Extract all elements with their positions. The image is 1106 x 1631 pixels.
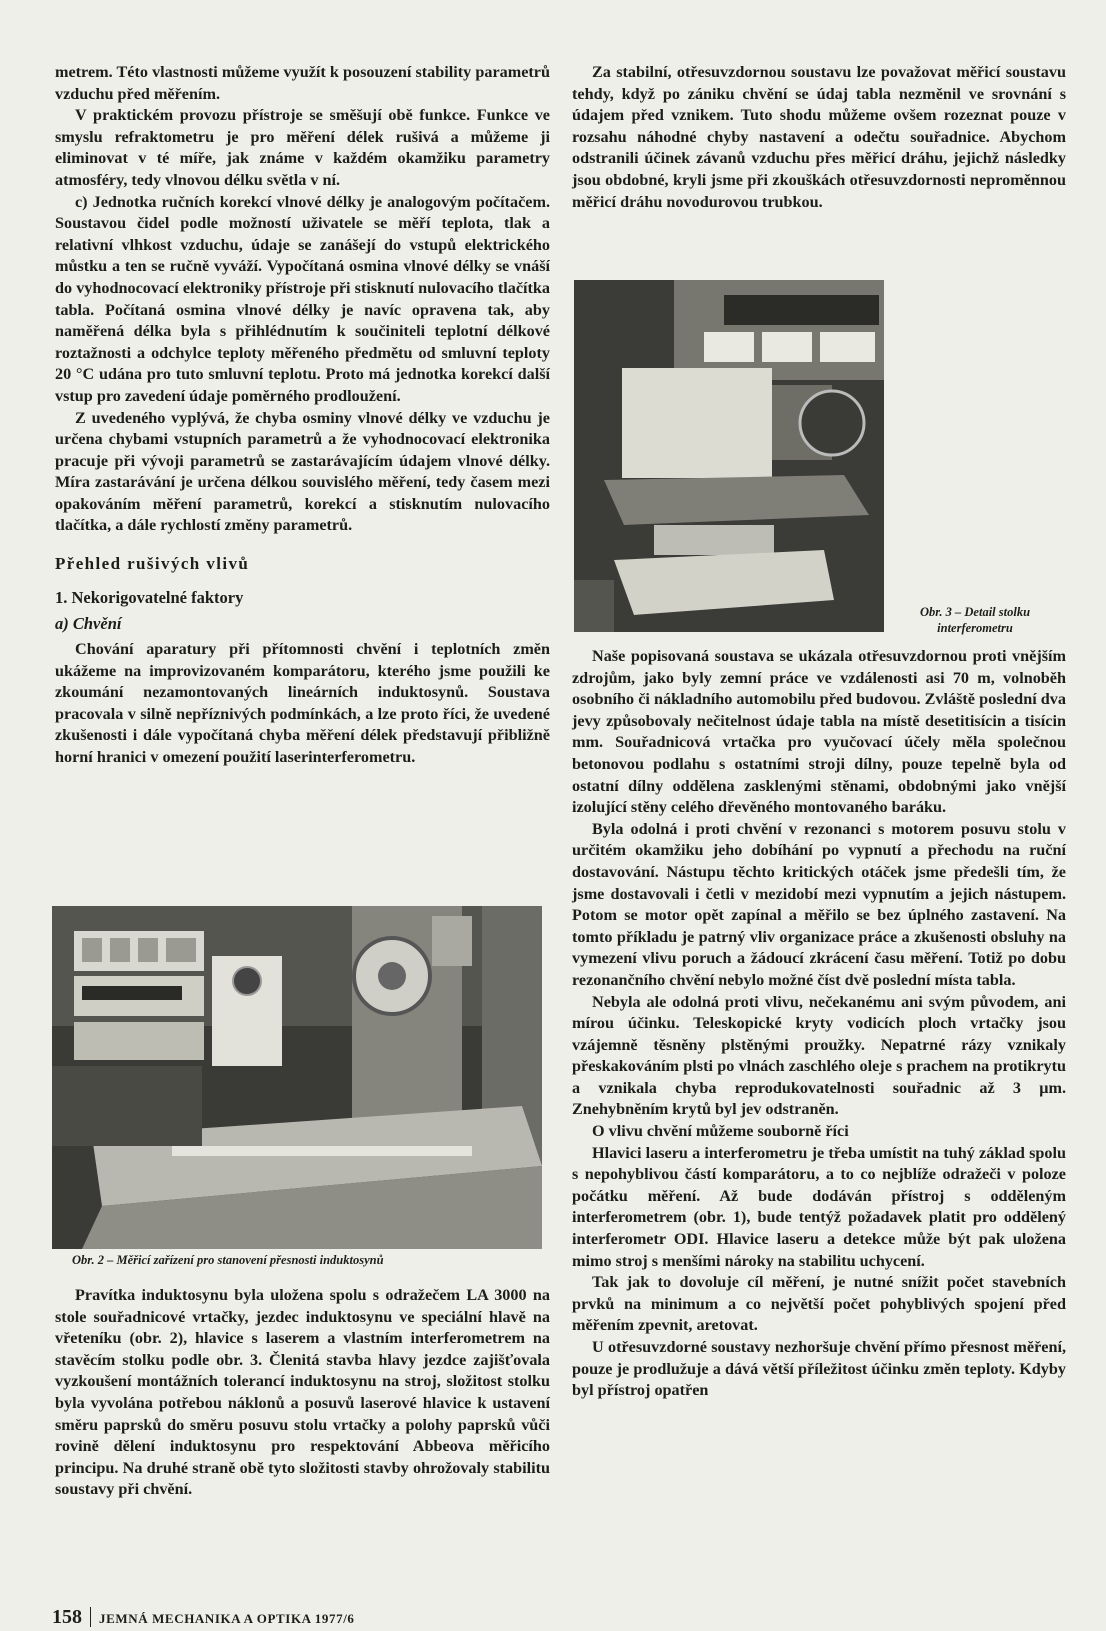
paragraph: Z uvedeného vyplývá, že chyba osminy vlnové délky ve vzduchu je určena chybami vstupních parametrů a že vyhodnocovací elektronika pracuje při vývoji parametrů se zastarávajícím údajem vlnové délky. Míra zastarávání je určena délkou souvislého měření, tedy časem mezi opakováním měření parametrů, korekcí a stisknutím nulovacího tlačítka, a dále rychlostí změny parametrů. — [55, 408, 550, 535]
right-column — [572, 62, 1066, 213]
paragraph: Nebyla ale odolná proti vlivu, nečekanému ani svým původem, ani mírou účinku. Teleskopické kryty vodicích ploch vrtačky jsou vzájemně těsněny plstěnými proužky. Nepatrné rázy vznikaly přeskakováním plsti po vlnách zaschlého oleje s prachem na protikrytu a vznikala chyba reprodukovatelnosti souřadnic až 3 μm. Znehybněním krytů byl jev odstraněn. — [572, 992, 1066, 1119]
paragraph: Hlavici laseru a interferometru je třeba umístit na tuhý základ spolu s nepohyblivou částí komparátoru, a to co nejblíže odražeči v poloze počátku měření. Až bude dodáván přístroj s odděleným interferometrem (obr. 1), bude tentýž požadavek platit pro oddělený interferometr ODI. Hlavice laseru a detekce může být pak uložena mimo stroj s menšími nároky na stabilitu uchycení. — [572, 1143, 1066, 1270]
figure-3-caption-line1: Obr. 3 – Detail stolku — [919, 605, 1031, 619]
figure-2-caption: Obr. 2 – Měřicí zařízení pro stanovení přesnosti induktosynů — [72, 1253, 384, 1267]
page-footer — [52, 1606, 355, 1629]
figure-3-caption — [890, 604, 1060, 636]
subsubheading: a) Chvění — [55, 614, 122, 634]
paragraph: c) Jednotka ručních korekcí vlnové délky je analogovým počítačem. Soustavou čidel podle možností uživatele se měří teplota, tlak a relativní vlhkost vzduchu, údaje se zanášejí do vstupů elektrického můstku a ten se ručně vyváží. Vypočítaná osmina vlnové délky se vnáší do vyhodnocovací elektroniky přístroje při stisknutí nulovacího tlačítka tabla. Počítaná osmina vlnové délky je navíc opravena tak, aby naměřená délka byla s přihlédnutím k součiniteli teplotní délkové roztažnosti a odchylce teploty měřeného předmětu od smluvní teploty 20 °C udána pro tuto smluvní teplotu. Proto má jednotka korekcí další vstup pro zavedení údaje poměrného prodloužení. — [55, 192, 550, 405]
paragraph: Byla odolná i proti chvění v rezonanci s motorem posuvu stolu v určitém okamžiku jeho dobíhání po vypnutí a přechodu na ruční dostavování. Nástupu těchto kritických otáček jsme předešli tím, že jsme dostavovali i četli v mezidobí mezi vypnutím a jejich nástupem. Potom se motor opět zapínal a měřilo se bez úplného zastavení. Na tomto příkladu je patrný vliv organizace práce a zkušenosti obsluhy na vymezení vlivu poruch a žádoucí zkrácení času měření. Totiž po dobu rezonančního chvění nebylo možné číst dvě poslední místa tabla. — [572, 819, 1066, 989]
left-column — [55, 62, 550, 769]
section-heading: Přehled rušivých vlivů — [55, 554, 250, 574]
footer-divider — [90, 1607, 91, 1627]
paragraph: Tak jak to dovoluje cíl měření, je nutné snížit počet stavebních prvků na minimum a co největší počet pohyblivých spojení před měřením zpevnit, aretovat. — [572, 1273, 1066, 1335]
paragraph: U otřesuvzdorné soustavy nezhoršuje chvění přímo přesnost měření, pouze je prodlužuje a dává větší příležitost účinku změn teploty. Kdyby byl přístroj opatřen — [572, 1338, 1066, 1400]
paragraph: Naše popisovaná soustava se ukázala otřesuvzdornou proti vnějším zdrojům, jako byly zemní práce ve vzdálenosti asi 70 m, volnoběh osobního či nákladního automobilu před budovou. Zvláště poslední dva jevy způsobovaly nečitelnost údaje tabla na místě desetitisícin a tisícin mm. Souřadnicová vrtačka pro vyučovací účely měla společnou betonovou podlahu s ostatními stroji dílny, pouze tepelně byla od ostatní dílny oddělena zasklenými stěnami, obdobnými jako vnější izolující stěny celého dřevěného montovaného baráku. — [572, 647, 1066, 817]
paragraph: Pravítka induktosynu byla uložena spolu s odražečem LA 3000 na stole souřadnicové vrtačky, jezdec induktosynu ve speciální hlavě na vřeteníku (obr. 2), hlavice s laserem a vlastním interferometrem na stavěcím stolku podle obr. 3. Členitá stavba hlavy jezdce zajišťovala vyzkoušení montážních tolerancí induktosynu na stroj, složitost stolku byla vyvolána potřebou náklonů a posuvů laserové hlavice k ustavení směru paprsků do směru posuvu stolu vrtačky a polohy paprsků vůči rovině dělení induktosynu pro respektování Abbeova měřicího principu. Na druhé straně obě tyto složitosti stavby ohrožovaly stabilitu soustavy při chvění. — [55, 1286, 550, 1499]
paragraph: Za stabilní, otřesuvzdornou soustavu lze považovat měřicí soustavu tehdy, když po zániku chvění se údaj tabla nezměnil ve srovnání s údajem před vznikem. Tuto shodu můžeme ovšem rozeznat pouze v rozsahu náhodné chyby nastavení a odečtu souřadnice. Abychom odstranili účinek závanů vzduchu přes měřicí dráhu, jejichž následky jsou obdobné, kryli jsme při zkouškách otřesuvzdornosti neproměnnou měřicí dráhu novodurovou trubkou. — [572, 63, 1066, 211]
paragraph: V praktickém provozu přístroje se směšují obě funkce. Funkce ve smyslu refraktometru je pro měření délek rušivá a můžeme ji eliminovat v té míře, jak známe v každém okamžiku parametry atmosféry, tedy vlnovou délku světla v ní. — [55, 106, 550, 189]
paragraph: metrem. Této vlastnosti můžeme využít k posouzení stability parametrů vzduchu před měřením. — [55, 63, 550, 103]
figure-2-illustration — [52, 906, 542, 1249]
paragraph: Chování aparatury při přítomnosti chvění i teplotních změn ukážeme na improvizovaném komparátoru, kterého jsme použili ke zkoumání nezamontovaných lineárních induktosynů. Soustava pracovala v silně nepříznivých podmínkách, a lze proto říci, že uvedené zkušenosti i dále vypočítaná chyba měření délek představují přibližně horní hranici v omezení použití laserinterferometru. — [55, 640, 550, 767]
figure-3-illustration — [574, 280, 884, 632]
subheading: 1. Nekorigovatelné faktory — [55, 588, 244, 608]
left-column-lower — [55, 1285, 550, 1501]
paragraph: O vlivu chvění můžeme souborně říci — [592, 1122, 849, 1141]
figure-3-caption-line2: interferometru — [937, 621, 1013, 635]
journal-title: JEMNÁ MECHANIKA A OPTIKA 1977/6 — [99, 1611, 355, 1626]
figure-2-photo — [52, 906, 542, 1249]
right-column-lower — [572, 646, 1066, 1402]
page-number: 158 — [52, 1606, 82, 1628]
figure-3-photo — [574, 280, 884, 632]
